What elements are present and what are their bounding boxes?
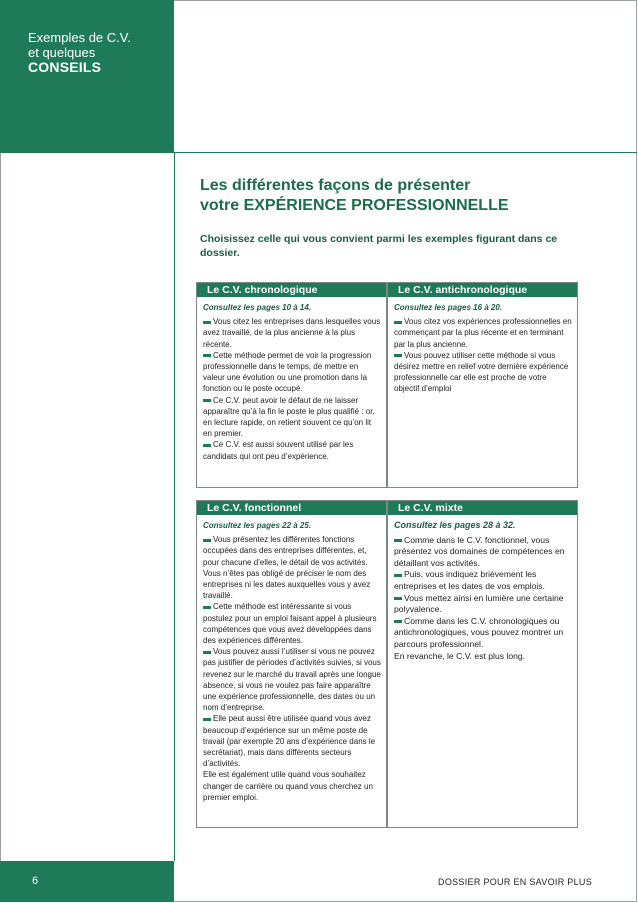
list-item: Vous pouvez utiliser cette méthode si vous désirez mettre en relief votre dernière expérience professionnelle car elle est proche de votre objectif d’emploi: [394, 350, 569, 394]
page-title-line2: [200, 196, 509, 216]
list-item: Vous citez les entreprises dans lesquelles vous avez travaillé, de la plus ancienne à la plus récente.: [203, 317, 381, 349]
list-item: Vous mettez ainsi en lumière une certaine polyvalence.: [394, 592, 564, 615]
list-item: Elle peut aussi être utilisée quand vous avez beaucoup d’expérience sur un même poste de travail (par exemple 20 ans d’expérience dans le secrétariat), mais dans différents secteurs d’activités.: [203, 714, 376, 769]
dash-bullet-icon: [203, 399, 211, 402]
section-label-line2: et quelques: [28, 45, 96, 60]
box-header: [197, 501, 386, 515]
box-header: [388, 501, 577, 515]
dash-bullet-icon: [394, 574, 402, 577]
list-item: Cette méthode est intéressante si vous postulez pour un emploi faisant appel à plusieurs compétences que vous avez développées dans des expériences différentes.: [203, 602, 377, 646]
footer-band: [0, 861, 174, 902]
consult-pages: Consultez les pages 10 à 14.: [203, 303, 312, 312]
dash-bullet-icon: [394, 620, 402, 623]
box-fonctionnel: [196, 500, 387, 828]
closing-text: Elle est également utile quand vous souhaitez changer de carrière ou quand vous cherchez un premier emploi.: [203, 770, 373, 802]
box-mixte: [387, 500, 578, 828]
dash-bullet-icon: [203, 321, 211, 324]
consult-pages: Consultez les pages 22 à 25.: [203, 521, 312, 530]
list-item: Vous citez vos expériences professionnelles en commençant par la plus récente et en terminant par la plus ancienne.: [394, 317, 572, 349]
dash-bullet-icon: [203, 651, 211, 654]
box-title: Le C.V. fonctionnel: [207, 502, 302, 514]
dash-bullet-icon: [203, 354, 211, 357]
footer-title: DOSSIER POUR EN SAVOIR PLUS: [438, 877, 592, 887]
list-item: Vous présentez les différentes fonctions occupées dans des entreprises différentes, et, pour chacune d’elles, le détail de vos activités. Vous n’êtes pas obligé de préciser le nom des entreprises ni les dates auxquelles vous y avez travaillé.: [203, 535, 371, 601]
box-title: Le C.V. antichronologique: [398, 284, 528, 296]
section-label-line1: Exemples de C.V.: [28, 30, 131, 45]
section-label-line3: CONSEILS: [28, 59, 102, 75]
box-title: Le C.V. mixte: [398, 502, 463, 514]
box-body: [394, 302, 573, 395]
dash-bullet-icon: [394, 539, 402, 542]
dash-bullet-icon: [203, 444, 211, 447]
list-item: Cette méthode permet de voir la progression professionnelle dans le temps, de mettre en valeur une évolution ou une promotion dans la fonction ou le poste occupé.: [203, 350, 372, 394]
consult-pages: Consultez les pages 16 à 20.: [394, 303, 503, 312]
page-number: 6: [32, 875, 39, 887]
consult-pages: Consultez les pages 28 à 32.: [394, 520, 516, 530]
section-band: [0, 0, 174, 153]
closing-text: En revanche, le C.V. est plus long.: [394, 650, 526, 661]
list-item: Comme dans les C.V. chronologiques ou antichronologiques, vous pouvez montrer un parcours professionnel.: [394, 615, 564, 649]
page-title-prefix: votre: [200, 197, 240, 214]
page-title: [200, 176, 509, 216]
box-header: [197, 283, 386, 297]
dash-bullet-icon: [203, 718, 211, 721]
dash-bullet-icon: [394, 597, 402, 600]
list-item: Comme dans le C.V. fonctionnel, vous présentez vos domaines de compétences en détaillant vos activités.: [394, 534, 565, 568]
list-item: Vous pouvez aussi l’utiliser si vous ne pouvez pas justifier de périodes d’activités suivies, si vous revenez sur le marché du travail après une longue absence, si vous ne voulez pas faire apparaître une expérience professionnelle, des dates ou un nom d’entreprise.: [203, 647, 381, 713]
list-item: Ce C.V. est aussi souvent utilisé par les candidats qui ont peu d’expérience.: [203, 440, 354, 461]
list-item: Ce C.V. peut avoir le défaut de ne laisser apparaître qu’à la fin le poste le plus qualifié : or, en lecture rapide, on retient souvent ce qu’on lit en premier.: [203, 395, 375, 439]
dash-bullet-icon: [394, 354, 402, 357]
box-title: Le C.V. chronologique: [207, 284, 318, 296]
box-body: [203, 302, 382, 462]
section-label: [28, 30, 131, 75]
dash-bullet-icon: [394, 321, 402, 324]
intro-text: Choisissez celle qui vous convient parmi les exemples figurant dans ce dossier.: [200, 233, 558, 259]
dash-bullet-icon: [203, 606, 211, 609]
box-chronologique: [196, 282, 387, 488]
top-rule: [174, 152, 637, 153]
box-antichronologique: [387, 282, 578, 488]
box-header: [388, 283, 577, 297]
gutter-line: [174, 153, 175, 861]
dash-bullet-icon: [203, 539, 211, 542]
list-item: Puis, vous indiquez brièvement les entreprises et les dates de vos emplois.: [394, 569, 545, 591]
page-title-line1: Les différentes façons de présenter: [200, 177, 471, 194]
box-body: [394, 520, 573, 662]
box-body: [203, 520, 382, 803]
page-title-caps: EXPÉRIENCE PROFESSIONNELLE: [243, 197, 509, 214]
